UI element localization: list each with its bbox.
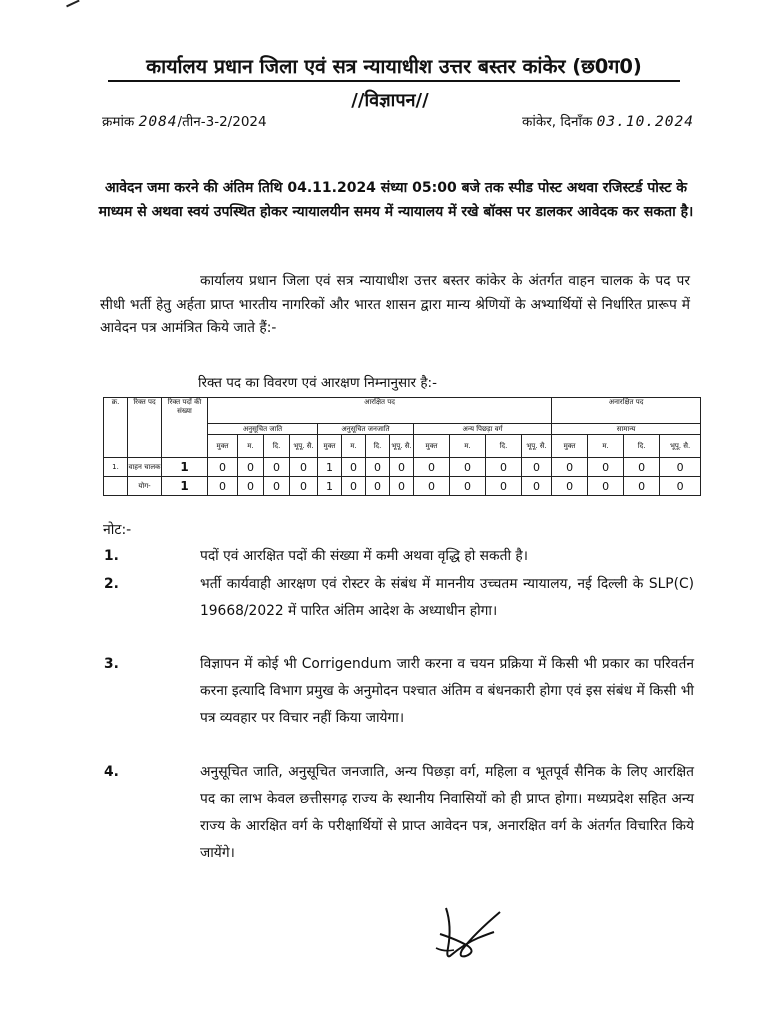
row-cell: 0 [342,458,366,477]
place-date [522,112,694,130]
row-count: 1 [162,477,208,496]
row-cell: 0 [366,458,390,477]
sub-header: मुक्त [318,435,342,458]
sub-header: दि. [624,435,660,458]
title-underline [108,80,680,82]
header-unreserved: अनारक्षित पद [552,398,701,424]
row-sno: 1. [104,458,128,477]
row-sno [104,477,128,496]
sub-header: भूपू. सै. [390,435,414,458]
row-cell: 0 [450,458,486,477]
intro-rest: अंतर्गत वाहन चालक के पद पर सीधी भर्ती हेतु अर्हता प्राप्त भारतीय नागरिकों और भारत शासन द्वारा मान्य श्रेणियों के अभ्यार्थियों से निर्धारित प्रारूप में आवेदन पत्र आमंत्रित किये जाते हैं:- [100,273,691,336]
sub-header: भूपू. सै. [660,435,701,458]
notes-heading: नोट:- [103,522,132,538]
row-cell: 0 [624,458,660,477]
note-text: पदों एवं आरक्षित पदों की संख्या में कमी अथवा वृद्धि हो सकती है। [200,548,528,564]
row-cell: 0 [552,458,588,477]
row-cell: 0 [290,477,318,496]
sub-header: म. [238,435,264,458]
sub-header: दि. [366,435,390,458]
header-general: सामान्य [552,424,701,435]
header-obc: अन्य पिछड़ा वर्ग [414,424,552,435]
row-cell: 0 [660,477,701,496]
note-number: 4. [104,764,119,780]
note-number: 3. [104,656,119,672]
row-cell: 0 [264,458,290,477]
row-count: 1 [162,458,208,477]
header-st: अनुसूचित जनजाति [318,424,414,435]
row-cell: 0 [624,477,660,496]
deadline-paragraph: आवेदन जमा करने की अंतिम तिथि 04.11.2024 संध्या 05:00 बजे तक स्पीड पोस्ट अथवा रजिस्टर्ड पोस्ट के माध्यम से अथवा स्वयं उपस्थित होकर न्यायालयीन समय में न्यायालय में रखे बॉक्स पर डालकर आवेदक कर सकता है। [98,180,694,220]
intro-paragraph [100,270,690,341]
row-cell: 0 [208,477,238,496]
header-count: रिक्त पदों की संख्या [162,398,208,458]
row-cell: 0 [414,458,450,477]
row-cell: 0 [238,458,264,477]
table-row [104,458,701,477]
sub-header: म. [342,435,366,458]
row-cell: 0 [522,458,552,477]
note-number: 2. [104,576,119,592]
table-caption: रिक्त पद का विवरण एवं आरक्षण निम्नानुसार है:- [198,375,437,391]
reference-label: क्रमांक [102,114,135,130]
row-cell: 0 [238,477,264,496]
row-cell: 0 [486,477,522,496]
advertisement-heading: //विज्ञापन// [351,90,429,111]
sub-header: म. [588,435,624,458]
reference-handwritten-number: 2084 [138,114,178,130]
reference-suffix: /तीन-3-2/2024 [177,114,267,130]
sub-header: मुक्त [208,435,238,458]
reference-number [102,112,267,130]
row-cell: 0 [390,477,414,496]
row-cell: 0 [264,477,290,496]
sub-header: भूपू. सै. [290,435,318,458]
vacancy-table [103,397,701,496]
note-text: भर्ती कार्यवाही आरक्षण एवं रोस्टर के संबंध में माननीय उच्चतम न्यायालय, नई दिल्ली के SLP(C) 19668/2022 में पारित अंतिम आदेश के अध्याधीन होगा। [200,576,694,619]
row-cell: 0 [208,458,238,477]
note-number: 1. [104,548,119,564]
header-sno: क्र. [104,398,128,458]
row-cell: 0 [450,477,486,496]
signature [428,904,508,964]
row-cell: 0 [588,458,624,477]
row-cell: 1 [318,477,342,496]
row-cell: 0 [366,477,390,496]
row-cell: 0 [588,477,624,496]
row-cell: 0 [342,477,366,496]
sub-header: दि. [486,435,522,458]
header-reserved: आरक्षित पद [208,398,552,424]
header-sc: अनुसूचित जाति [208,424,318,435]
row-cell: 0 [660,458,701,477]
row-cell: 0 [290,458,318,477]
row-post: योग- [128,477,162,496]
handwritten-date: 03.10.2024 [596,114,694,130]
note-text: विज्ञापन में कोई भी Corrigendum जारी करना व चयन प्रक्रिया में किसी भी प्रकार का परिवर्तन करना इत्यादि विभाग प्रमुख के अनुमोदन पश्चात अंतिम व बंधनकारी होगा एवं इस संबंध में किसी भी पत्र व्यवहार पर विचार नहीं किया जायेगा। [200,656,694,726]
intro-first-line: कार्यालय प्रधान जिला एवं सत्र न्यायाधीश उत्तर बस्तर कांकेर के [200,273,523,289]
row-cell: 0 [390,458,414,477]
office-title: कार्यालय प्रधान जिला एवं सत्र न्यायाधीश उत्तर बस्तर कांकेर (छ0ग0) [146,55,642,78]
sub-header: दि. [264,435,290,458]
pen-mark [66,0,84,16]
sub-header: मुक्त [414,435,450,458]
note-text: अनुसूचित जाति, अनुसूचित जनजाति, अन्य पिछड़ा वर्ग, महिला व भूतपूर्व सैनिक के लिए आरक्षित पद का लाभ केवल छत्तीसगढ़ राज्य के स्थानीय निवासियों को ही प्राप्त होगा। मध्यप्रदेश सहित अन्य राज्य के आरक्षित वर्ग के परीक्षार्थियों से प्राप्त आवेदन पत्र, अनारक्षित वर्ग के अंतर्गत विचारित किये जायेंगे। [200,764,694,861]
row-cell: 1 [318,458,342,477]
sub-header: भूपू. सै. [522,435,552,458]
row-cell: 0 [414,477,450,496]
sub-header: म. [450,435,486,458]
sub-header: मुक्त [552,435,588,458]
table-total-row [104,477,701,496]
header-post: रिक्त पद [128,398,162,458]
row-cell: 0 [486,458,522,477]
place-date-label: कांकेर, दिनाँक [522,114,593,130]
row-post: वाहन चालक [128,458,162,477]
row-cell: 0 [522,477,552,496]
row-cell: 0 [552,477,588,496]
